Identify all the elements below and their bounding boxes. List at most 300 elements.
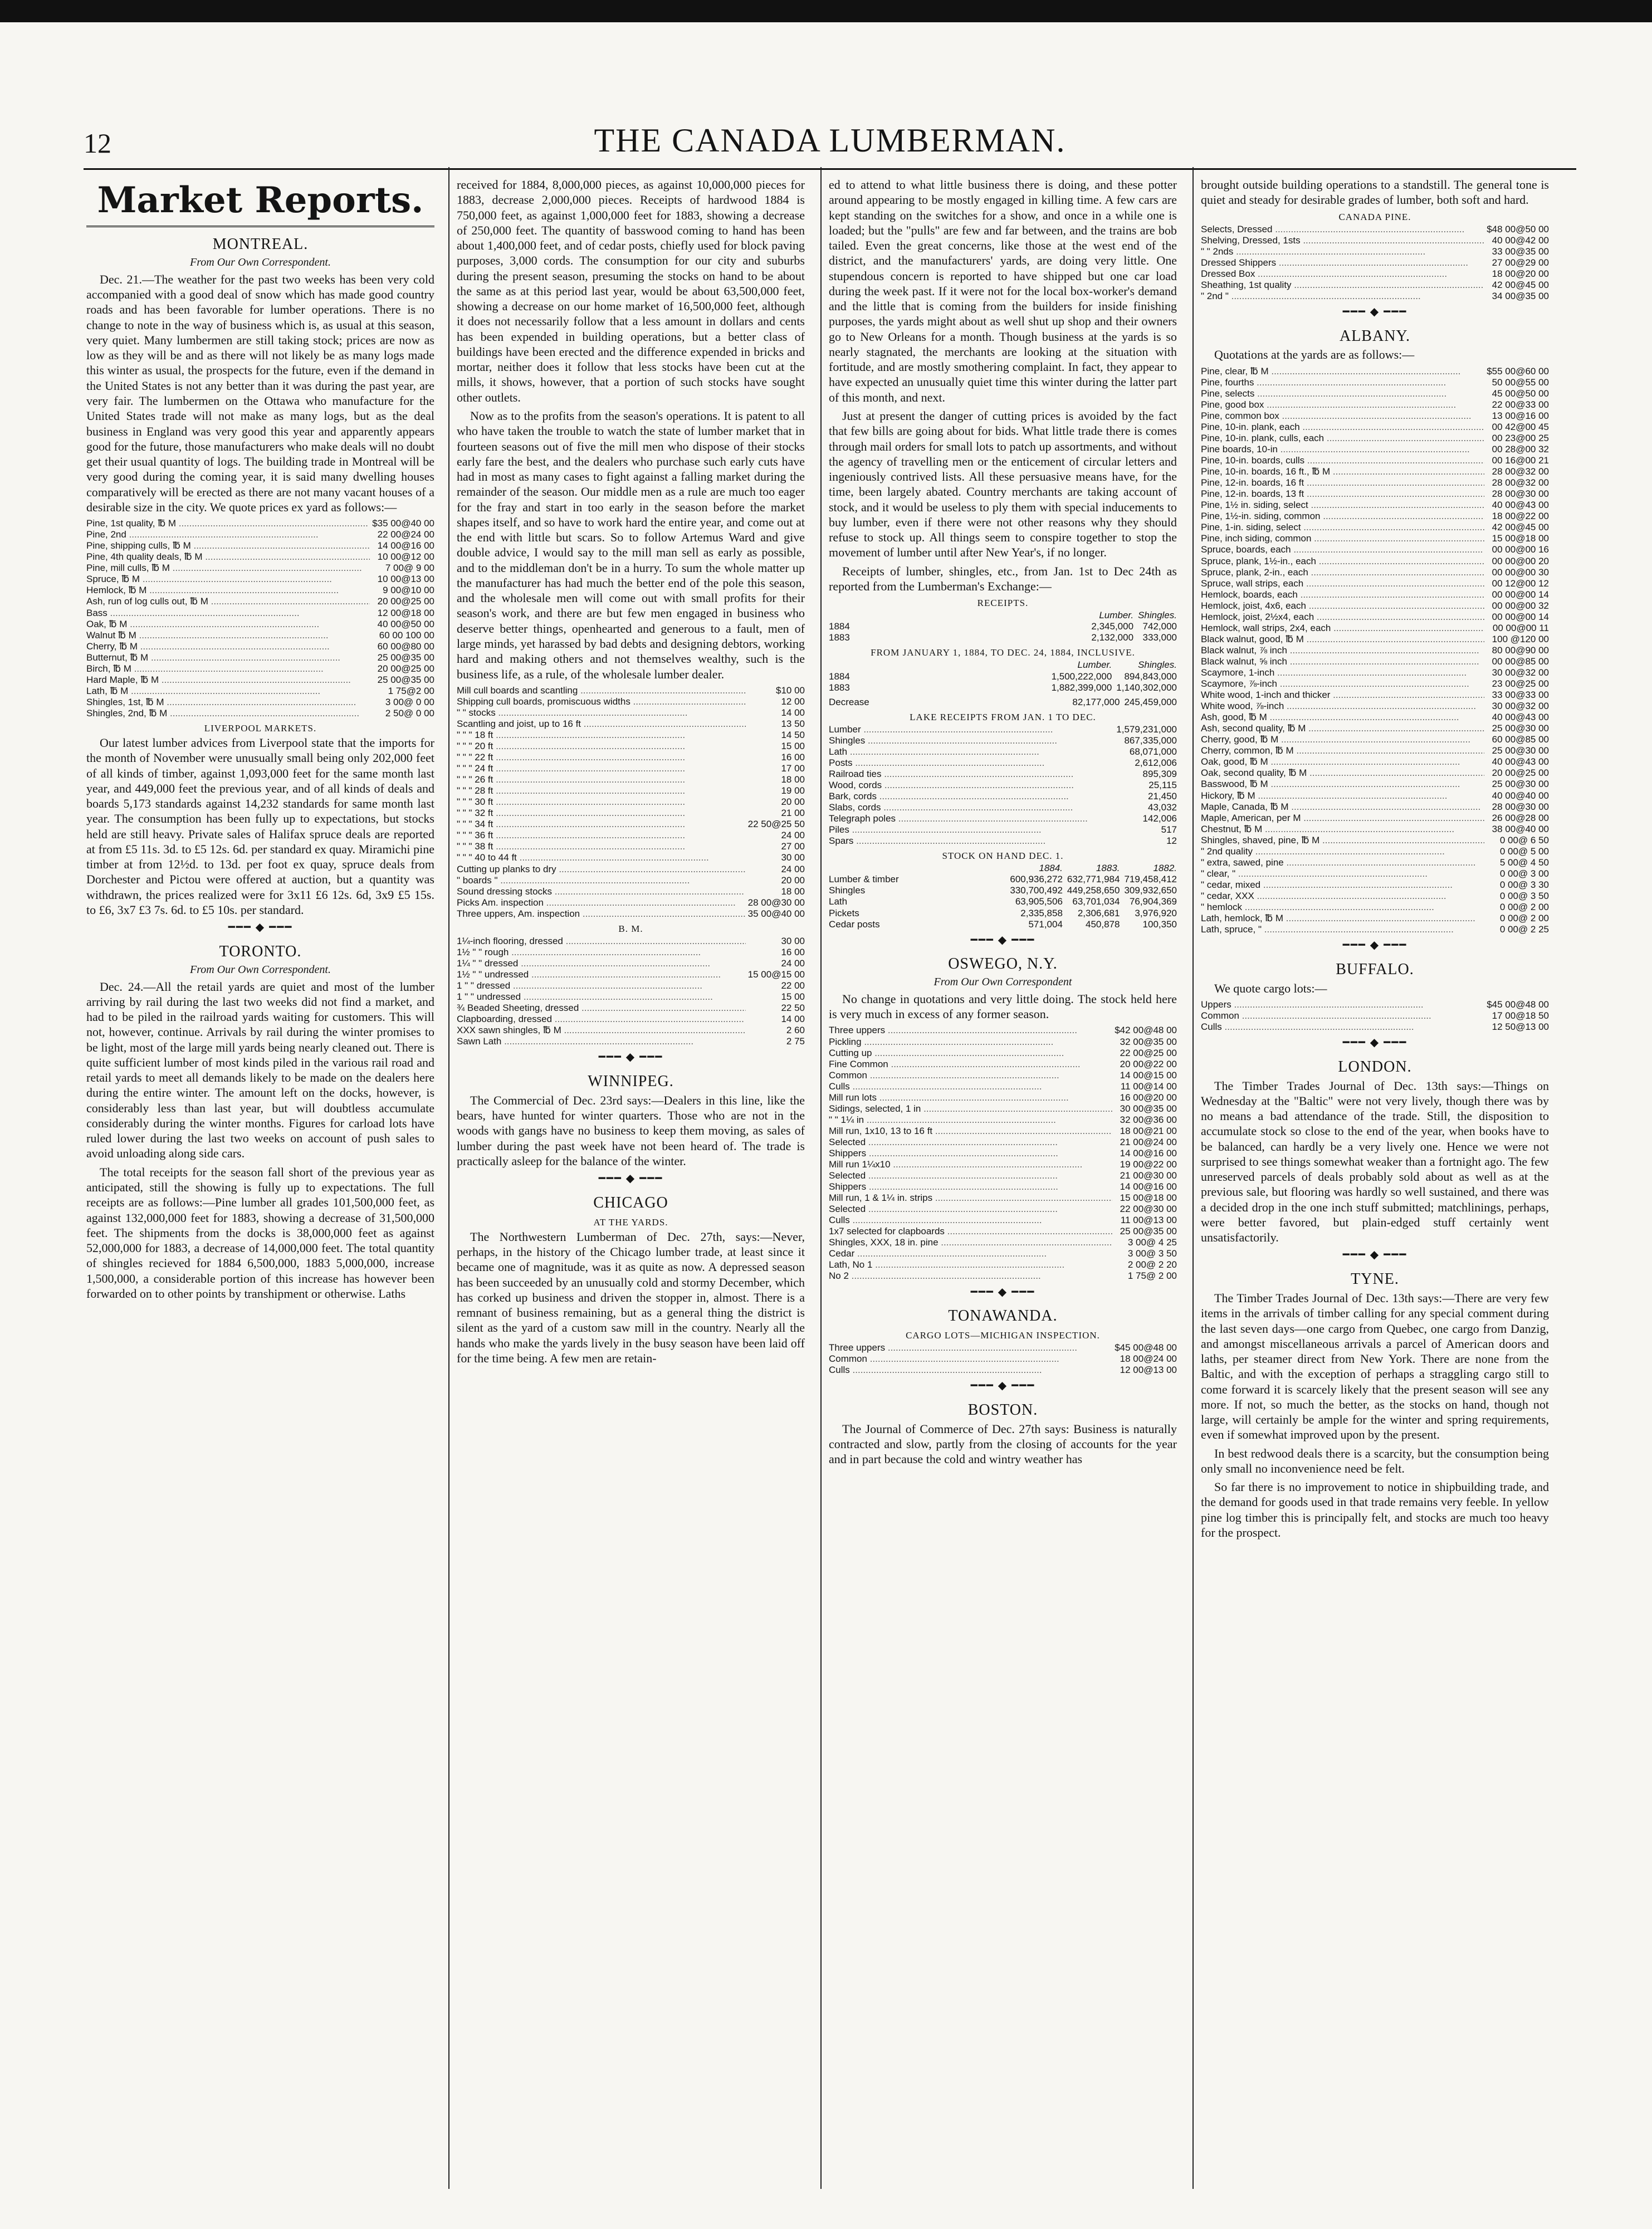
table-row <box>829 1092 1177 1103</box>
row-value: 7 00@ 9 00 <box>385 563 434 574</box>
row-value: 00 23@00 25 <box>1492 433 1549 443</box>
row-label: Dressed Shippers ..... <box>1201 257 1484 268</box>
row-value: $45 00@48 00 <box>1115 1342 1177 1353</box>
row-label: Spruce, ℔ M ..... <box>86 574 370 585</box>
row-label: " " " 22 ft ..... <box>457 752 746 763</box>
row-label: Hard Maple, ℔ M ..... <box>86 674 370 686</box>
row-label: Chestnut, ℔ M ..... <box>1201 824 1484 835</box>
row-value: 34 00@35 00 <box>1492 290 1549 301</box>
table-heading-lake-receipts: LAKE RECEIPTS FROM JAN. 1 TO DEC. <box>910 711 1096 722</box>
row-value: 25 00@35 00 <box>1120 1226 1177 1237</box>
row-value: 25 00@30 00 <box>1492 723 1549 734</box>
table-row <box>457 1003 805 1014</box>
row-value: $48 00@50 00 <box>1487 223 1549 234</box>
article-paragraph: brought outside building operations to a standstill. The general tone is quiet and steady for desirable grades of lumber, both soft and hard. <box>1201 178 1549 207</box>
table-row <box>829 885 1177 896</box>
article-paragraph: In best redwood deals there is a scarcity, but the consumption being only small no inconvenience need be felt. <box>1201 1446 1549 1475</box>
row-value: 30 00 <box>781 935 805 946</box>
price-table-canada-pine <box>1201 224 1549 302</box>
row-label: Uppers ..... <box>1201 999 1484 1010</box>
receipts-table-2 <box>829 659 1177 693</box>
row-label: Culls ..... <box>829 1365 1112 1376</box>
row-value: 12 50@13 00 <box>1492 1021 1549 1032</box>
row-value: 22 00@33 00 <box>1492 399 1549 410</box>
table-row <box>829 682 1177 693</box>
row-value: 11 00@14 00 <box>1120 1081 1177 1092</box>
table-row <box>1201 902 1549 913</box>
table-row <box>457 796 805 808</box>
table-row <box>457 763 805 774</box>
column-divider <box>820 167 822 2189</box>
row-value: 517 <box>1161 824 1177 835</box>
table-row <box>829 835 1177 847</box>
table-row <box>457 785 805 796</box>
section-heading-albany: ALBANY. <box>1339 327 1411 345</box>
row-label: XXX sawn shingles, ℔ M ..... <box>457 1025 746 1036</box>
row-label: Hemlock, joist, 2½x4, each ..... <box>1201 612 1484 623</box>
row-label: Mill run 1¼x10 ..... <box>829 1159 1112 1170</box>
row-value: 20 00@25 00 <box>377 596 434 607</box>
table-row <box>86 652 434 663</box>
section-heading-oswego: OSWEGO, N.Y. <box>948 955 1058 973</box>
row-value: 309,932,650 <box>1124 885 1177 896</box>
table-row <box>457 718 805 730</box>
row-value: 14 00@15 00 <box>1120 1069 1177 1081</box>
table-row <box>457 696 805 707</box>
row-label: 1¼ " " dressed ..... <box>457 958 746 969</box>
row-label: Pine, 10-in. plank, culls, each ..... <box>1201 433 1484 444</box>
table-row <box>829 757 1177 769</box>
row-label: " " " 18 ft ..... <box>457 730 746 741</box>
row-label: Cherry, good, ℔ M ..... <box>1201 734 1484 745</box>
row-label: Sheathing, 1st quality ..... <box>1201 280 1484 291</box>
row-label: Ash, run of log culls out, ℔ M ..... <box>86 596 370 607</box>
row-label: Spruce, plank, 1½-in., each ..... <box>1201 556 1484 567</box>
row-label: Shingles <box>829 885 866 896</box>
table-row <box>1201 879 1549 891</box>
table-row <box>1201 690 1549 701</box>
article-paragraph: The total receipts for the season fall short of the previous year as anticipated, still the showing is fully up to expectations. The full receipts are as follows:—Pine lumber all grades 101,500,000 feet, as against 132,000,000 feet for 1883, showing a decrease of 31,500,000 feet. The shipments from the docks is 38,000,000 feet as against 52,000,000 for 1883, a decrease of 14,000,000 feet. The total quantity of shingles recieved for 1884 6,500,000, 1883 5,000,000, increase 1,500,000, a considerable portion of this increase has however been forwarded on to other points by transhipment or otherwise. Laths <box>86 1165 434 1301</box>
row-label: Scaymore, 1-inch ..... <box>1201 667 1484 678</box>
column-header: Shingles. <box>1138 659 1177 671</box>
row-value: 0 00@ 2 00 <box>1499 901 1549 912</box>
row-value: 32 00@36 00 <box>1120 1114 1177 1125</box>
row-value: 2,612,006 <box>1135 757 1177 768</box>
row-value: 1,579,231,000 <box>1116 724 1177 735</box>
column-header <box>829 863 1005 874</box>
table-row <box>1201 224 1549 235</box>
row-label: Lumber & timber <box>829 874 899 885</box>
row-value: 45 00@50 00 <box>1492 388 1549 399</box>
table-row <box>829 1070 1177 1081</box>
row-value: 18 00@21 00 <box>1120 1125 1177 1136</box>
table-row <box>86 540 434 551</box>
table-row <box>829 1025 1177 1036</box>
section-heading-london: LONDON. <box>1338 1058 1412 1076</box>
row-value: 22 00@25 00 <box>1120 1047 1177 1058</box>
table-row <box>86 563 434 574</box>
row-label: White wood, 1-inch and thicker ..... <box>1201 690 1484 701</box>
row-value: 21 00 <box>781 808 805 819</box>
decrease-row <box>829 697 1177 708</box>
price-table-buffalo <box>1201 999 1549 1033</box>
row-value: 0 00@ 2 00 <box>1499 913 1549 924</box>
row-value: 1 75@ 2 00 <box>1127 1270 1177 1282</box>
row-label: Common ..... <box>829 1353 1112 1365</box>
row-label: Lath ..... <box>829 746 1114 757</box>
column-1 <box>86 177 434 2199</box>
row-label: Bark, cords ..... <box>829 791 1114 802</box>
divider-ornament: ━━━ ◆ ━━━ <box>228 921 293 934</box>
article-paragraph: Now as to the profits from the season's operations. It is patent to all who have taken the trouble to watch the state of lumber market that in fourteen seasons out of five the mill men who dispose of their stocks early fare the best, and the dealers who purchase such early cuts have had in most as many cases to fight against a falling market during the remainder of the season. Our middle men as a rule are much too eager for the fray and start in too early in the season before the market shapes itself, and so have to work hard the entire year, and come out at the end with little but scars. So to follow Artemus Ward and give double advice, I would say to the mill man sell as early as possible, and to the middleman don't be in a hurry. To sum the whole matter up the manufacturer has had much the better end of the pole this season, and the wholesale men will come out with small profits for their season's work, and there are but few men engaged in business who deserve better things, openhearted and generous to a fault, men of large minds, yet harassed by bad debts and designing debtors, working hard and making others and not themselves wealthy, such is the business life, as a rule, of the wholesale lumber dealer. <box>457 408 805 681</box>
row-value: 10 00@12 00 <box>377 551 434 563</box>
row-value: 60 00@80 00 <box>377 641 434 652</box>
byline: From Our Own Correspondent <box>933 976 1072 989</box>
row-value: 2,306,681 <box>1077 907 1120 918</box>
table-row <box>1201 257 1549 268</box>
table-row <box>829 1353 1177 1365</box>
row-label: Butternut, ℔ M ..... <box>86 652 370 663</box>
price-table-albany <box>1201 366 1549 935</box>
row-label: " 2nd quality ..... <box>1201 846 1484 857</box>
divider-ornament: ━━━ ◆ ━━━ <box>1342 1037 1407 1049</box>
column-header: 1883. <box>1096 863 1120 874</box>
row-label: Shippers ..... <box>829 1148 1112 1159</box>
table-row <box>1201 589 1549 600</box>
table-row <box>457 980 805 991</box>
row-value: 18 00@24 00 <box>1120 1353 1177 1365</box>
row-value: 100,350 <box>1142 918 1177 930</box>
row-value: 50 00@55 00 <box>1492 377 1549 388</box>
row-value: 40 00@50 00 <box>377 618 434 629</box>
row-label: Pine, shipping culls, ℔ M ..... <box>86 540 370 551</box>
column-2 <box>457 177 805 2199</box>
row-label: " " " 20 ft ..... <box>457 741 746 752</box>
row-value: 26 00@28 00 <box>1492 812 1549 823</box>
row-value: 82,177,000 <box>1072 696 1120 707</box>
row-value: 18 00@22 00 <box>1492 511 1549 522</box>
row-label: Cutting up planks to dry ..... <box>457 864 746 875</box>
market-reports-title: Market Reports. <box>86 178 434 227</box>
row-value: 15 00@15 00 <box>747 969 805 980</box>
table-row <box>829 1126 1177 1137</box>
row-value: 742,000 <box>1142 621 1177 632</box>
row-value: 100 @120 00 <box>1492 633 1549 644</box>
row-label: Oak, good, ℔ M ..... <box>1201 756 1484 768</box>
table-row <box>829 1270 1177 1282</box>
row-value: 1,500,222,000 <box>1051 671 1112 682</box>
divider-ornament: ━━━ ◆ ━━━ <box>970 933 1035 946</box>
table-row <box>1201 377 1549 388</box>
table-row <box>1201 712 1549 723</box>
row-label: Piles ..... <box>829 824 1114 835</box>
row-value: 68,071,000 <box>1129 746 1177 757</box>
table-row <box>1201 522 1549 533</box>
table-row <box>829 824 1177 835</box>
row-label: Lath, hemlock, ℔ M ..... <box>1201 913 1484 924</box>
article-paragraph: The Journal of Commerce of Dec. 27th says: Business is naturally contracted and slow, partly from the closing of accounts for the year and in part because the cold and wintry weather has <box>829 1421 1177 1467</box>
table-row <box>86 585 434 596</box>
row-label: Lath <box>829 896 848 907</box>
row-value: 00 00@00 16 <box>1492 544 1549 555</box>
row-value: 15 00@18 00 <box>1492 533 1549 544</box>
article-paragraph: The Timber Trades Journal of Dec. 13th says:—There are very few items in the arrivals of timber calling for any special comment during the last seven days—one cargo from Quebec, one cargo from Danzig, and amongst miscellaneous arrivals a parcel of American doors and laths, per steamer direct from New York. There are none from the Baltic, and with the exception of perhaps a straggling cargo still to come forward it is scarcely likely that the present season will see any more. If not, so much the better, as the stocks on hand, though not large, will certainly be ample for the winter and spring requirements, even if somewhat improved upon by the present. <box>1201 1291 1549 1442</box>
row-label: Pine, 10-in. boards, culls ..... <box>1201 455 1484 466</box>
row-value: 40 00@42 00 <box>1492 234 1549 246</box>
table-row <box>457 958 805 969</box>
table-row <box>829 813 1177 824</box>
table-heading-bm: B. M. <box>618 923 643 934</box>
table-row <box>1201 846 1549 857</box>
row-label: " " " 24 ft ..... <box>457 763 746 774</box>
article-paragraph: So far there is no improvement to notice in shipbuilding trade, and the demand for goods used in that trade remains very feeble. In yellow pine log timber this is principally felt, and stocks are much too heavy for the prospect. <box>1201 1480 1549 1539</box>
row-value: 60 00@85 00 <box>1492 734 1549 745</box>
row-label: Shingles, 2nd, ℔ M ..... <box>86 708 370 719</box>
table-row <box>1201 824 1549 835</box>
row-value: 632,771,984 <box>1067 874 1120 885</box>
row-value: 11 00@13 00 <box>1120 1215 1177 1226</box>
table-row <box>829 1159 1177 1170</box>
row-value: 13 00@16 00 <box>1492 410 1549 421</box>
table-row <box>1201 556 1549 567</box>
row-label: Hemlock, joist, 4x6, each ..... <box>1201 600 1484 612</box>
row-label: 1x7 selected for clapboards ..... <box>829 1226 1112 1237</box>
row-label: Scantling and joist, up to 16 ft ..... <box>457 718 746 730</box>
row-value: 21 00@30 00 <box>1120 1170 1177 1181</box>
row-value: 24 00 <box>781 863 805 874</box>
table-row <box>1201 768 1549 779</box>
table-row <box>1201 399 1549 410</box>
table-row <box>1201 388 1549 399</box>
table-row <box>1201 723 1549 734</box>
row-label: " 2nd " ..... <box>1201 291 1484 302</box>
row-label: Fine Common ..... <box>829 1059 1112 1070</box>
row-value: 0 00@ 3 30 <box>1499 879 1549 890</box>
row-label: Birch, ℔ M ..... <box>86 663 370 674</box>
stock-on-hand-table <box>829 863 1177 930</box>
row-value: 22 50 <box>781 1003 805 1014</box>
table-row <box>86 529 434 540</box>
row-value: 40 00@43 00 <box>1492 500 1549 511</box>
row-value: 13 50 <box>781 718 805 729</box>
table-heading-stock: STOCK ON HAND DEC. 1. <box>942 850 1064 862</box>
row-value: 42 00@45 00 <box>1492 279 1549 290</box>
table-row <box>86 608 434 619</box>
row-label: Pine, 1st quality, ℔ M ..... <box>86 518 370 529</box>
row-label: Scaymore, ⅞-inch ..... <box>1201 678 1484 690</box>
row-value: 2,345,000 <box>1091 621 1134 632</box>
row-value: 16 00@20 00 <box>1120 1092 1177 1103</box>
row-label: Basswood, ℔ M ..... <box>1201 779 1484 790</box>
table-heading-receipts: RECEIPTS. <box>977 598 1029 609</box>
row-label: " " " 38 ft ..... <box>457 841 746 852</box>
row-label: " cedar, XXX ..... <box>1201 891 1484 902</box>
table-row <box>86 697 434 708</box>
row-value: 24 00 <box>781 830 805 841</box>
divider-ornament: ━━━ ◆ ━━━ <box>970 1380 1035 1392</box>
column-header: 1884. <box>1039 863 1063 874</box>
row-value: 2 00@ 2 20 <box>1127 1259 1177 1270</box>
row-label: Pine, 1½ in. siding, select ..... <box>1201 500 1484 511</box>
row-value: 12 00 <box>781 696 805 707</box>
row-label: ¾ Beaded Sheeting, dressed ..... <box>457 1003 746 1014</box>
table-row <box>86 663 434 674</box>
price-table-toronto <box>457 685 805 920</box>
table-row <box>829 1114 1177 1126</box>
row-value: 16 00 <box>781 752 805 763</box>
row-value: 0 00@ 6 50 <box>1499 834 1549 845</box>
row-value: 3 00@ 3 50 <box>1127 1248 1177 1259</box>
divider-ornament: ━━━ ◆ ━━━ <box>598 1172 663 1185</box>
header-rule <box>84 168 1576 170</box>
row-value: 30 00@32 00 <box>1492 701 1549 712</box>
row-label: Spruce, plank, 2-in., each ..... <box>1201 567 1484 578</box>
section-heading-boston: BOSTON. <box>967 1401 1038 1419</box>
row-value: 2 75 <box>786 1036 805 1047</box>
row-label: Posts ..... <box>829 757 1114 769</box>
row-label: Black walnut, ⅝ inch ..... <box>1201 656 1484 667</box>
row-value: 15 00 <box>781 991 805 1003</box>
article-paragraph: Quotations at the yards are as follows:— <box>1214 348 1415 362</box>
section-heading-liverpool: LIVERPOOL MARKETS. <box>204 722 317 734</box>
row-value: 43,032 <box>1148 802 1177 813</box>
price-table-toronto-bm <box>457 936 805 1047</box>
table-row <box>457 991 805 1003</box>
table-row <box>829 621 1177 632</box>
row-label: Telegraph poles ..... <box>829 813 1114 824</box>
row-value: 719,458,412 <box>1124 874 1177 885</box>
row-label: Pine, fourths ..... <box>1201 377 1484 388</box>
table-row <box>829 1259 1177 1270</box>
row-label: Pickets <box>829 907 859 918</box>
row-label: Pine, inch siding, common ..... <box>1201 533 1484 544</box>
section-heading-chicago: CHICAGO <box>593 1194 668 1211</box>
row-value: 1,882,399,000 <box>1051 682 1112 693</box>
row-label: No 2 ..... <box>829 1270 1112 1282</box>
table-row <box>1201 567 1549 578</box>
table-row <box>1201 924 1549 935</box>
row-label: Black walnut, good, ℔ M ..... <box>1201 634 1484 645</box>
row-label: " " " 30 ft ..... <box>457 796 746 808</box>
row-label: Hemlock, boards, each ..... <box>1201 589 1484 600</box>
row-label: Oak, second quality, ℔ M ..... <box>1201 768 1484 779</box>
table-row <box>457 1014 805 1025</box>
row-value: 27 00 <box>781 841 805 852</box>
table-row <box>86 551 434 563</box>
article-paragraph: Dec. 24.—All the retail yards are quiet and most of the lumber arriving by rail during the last two weeks did not find a market, and had to be piled in the railroad yards waiting for customers. This will not, however, continue. Arrivals by rail during the winter promises to be light, most of the large mill yards being nearly cleaned out. There is quite sufficient lumber of most kinds piled in the various rail road and retail yards to meet all demands likely to be made on the dealers here during the entire winter. The amount left on the docks, however, is considerably less than last year, but will doubtless accumulate considerably during the winter months. Figures for carload lots have ruled lower during the last two weeks on account of push sales to avoid unloading along side cars. <box>86 979 434 1161</box>
table-row <box>829 896 1177 907</box>
row-label: Sound dressing stocks ..... <box>457 886 746 897</box>
article-paragraph: Just at present the danger of cutting prices is avoided by the fact that few bills are going about for bids. What little trade there is comes through mail orders for small lots to patch up assortments, and without the agency of travelling men or the enticement of circular letters and ingeniously contrived lists. All these persuasive means have, for the time, been largely abated. Country merchants are taking account of stock, and it would be useless to ply them with special inducements to buy lumber, even if there were not other reasons why they should refuse to stock up. All things seem to conspire together to stop the movement of lumber until after New Year's, if no longer. <box>829 408 1177 560</box>
table-row <box>1201 801 1549 813</box>
table-row <box>1201 477 1549 488</box>
row-label: 1 " " undressed ..... <box>457 991 746 1003</box>
table-row <box>1201 612 1549 623</box>
row-value: 2,132,000 <box>1091 632 1134 643</box>
table-row <box>86 630 434 641</box>
row-label: Cedar ..... <box>829 1248 1112 1259</box>
table-row <box>829 1248 1177 1259</box>
row-value: 333,000 <box>1142 632 1177 643</box>
article-paragraph: The Commercial of Dec. 23rd says:—Dealers in this line, like the bears, have hunted for winter quarters. Those who are not in the woods with gangs have no business to keep them moving, as sales of lumber during the past week have not been heard of. The trade is practically asleep for the balance of the winter. <box>457 1093 805 1168</box>
table-row <box>1201 268 1549 280</box>
table-row <box>829 697 1177 708</box>
row-value: 25 00@35 00 <box>377 674 434 685</box>
article-paragraph: No change in quotations and very little doing. The stock held here is very much in excess of any former season. <box>829 991 1177 1021</box>
table-row <box>1201 678 1549 690</box>
row-value: 2,335,858 <box>1020 907 1063 918</box>
row-label: Selected ..... <box>829 1204 1112 1215</box>
table-row <box>1201 433 1549 444</box>
row-label: Railroad ties ..... <box>829 769 1114 780</box>
table-row <box>829 802 1177 813</box>
table-row <box>829 1037 1177 1048</box>
row-label: 1883 <box>829 632 850 643</box>
table-row <box>1201 891 1549 902</box>
row-value: 245,459,000 <box>1124 696 1177 707</box>
row-value: 449,258,650 <box>1067 885 1120 896</box>
row-value: 3 00@ 4 25 <box>1127 1237 1177 1248</box>
row-label: Pine, 2nd ..... <box>86 529 370 540</box>
row-label: 1884 <box>829 671 850 682</box>
row-value: 14 00@16 00 <box>1120 1181 1177 1192</box>
row-value: 32 00@35 00 <box>1120 1036 1177 1047</box>
row-value: 33 00@35 00 <box>1492 246 1549 257</box>
table-row <box>1201 756 1549 768</box>
row-value: 14 00 <box>781 707 805 718</box>
table-row <box>1201 235 1549 246</box>
lake-receipts-table <box>829 724 1177 847</box>
row-value: 28 00@30 00 <box>1492 801 1549 812</box>
table-row <box>86 574 434 585</box>
row-label: Shingles, shaved, pine, ℔ M ..... <box>1201 835 1484 846</box>
row-value: 00 00@00 20 <box>1492 555 1549 566</box>
row-value: 1 75@2 00 <box>388 685 434 696</box>
row-label: Ash, second quality, ℔ M ..... <box>1201 723 1484 734</box>
row-value: 60 00 100 00 <box>379 629 434 641</box>
row-label: White wood, ⅞-inch ..... <box>1201 701 1484 712</box>
table-row <box>457 774 805 785</box>
row-value: 28 00@32 00 <box>1492 477 1549 488</box>
page-number: 12 <box>84 128 111 159</box>
table-row <box>829 1048 1177 1059</box>
row-value: 0 00@ 3 50 <box>1499 890 1549 901</box>
row-label: Shingles, 1st, ℔ M ..... <box>86 697 370 708</box>
table-row <box>457 741 805 752</box>
table-row <box>1201 634 1549 645</box>
table-row <box>829 1226 1177 1237</box>
row-label: " " " 26 ft ..... <box>457 774 746 785</box>
row-label: Cutting up ..... <box>829 1048 1112 1059</box>
row-label: " clear, " ..... <box>1201 868 1484 879</box>
byline: AT THE YARDS. <box>593 1216 668 1228</box>
row-value: 18 00 <box>781 774 805 785</box>
table-row <box>829 874 1177 885</box>
row-value: 28 00@30 00 <box>1492 488 1549 500</box>
table-row <box>829 780 1177 791</box>
table-row <box>1201 410 1549 422</box>
row-value: 30 00@32 00 <box>1492 667 1549 678</box>
row-value: 24 00 <box>781 957 805 969</box>
row-label: Spruce, wall strips, each ..... <box>1201 578 1484 589</box>
row-value: 22 00 <box>781 980 805 991</box>
row-value: 33 00@33 00 <box>1492 690 1549 701</box>
column-3 <box>829 177 1177 2199</box>
column-header: Lumber. <box>1099 610 1134 621</box>
row-value: $42 00@48 00 <box>1115 1025 1177 1036</box>
article-paragraph: The Northwestern Lumberman of Dec. 27th, says:—Never, perhaps, in the history of the Chicago lumber trade, at least since it became one of magnitude, was it as quite as now. A depressed season has been succeeded by an unusually cold and stormy December, which has corked up business and driven the stopper in, almost. There is a remnant of business remaining, but as a general thing the district is silent as the yard of a custom saw mill in the country. Nearly all the hands who make the yards lively in the busy season have been laid off for the time being. A few men are retain- <box>457 1229 805 1365</box>
table-row <box>1201 835 1549 846</box>
